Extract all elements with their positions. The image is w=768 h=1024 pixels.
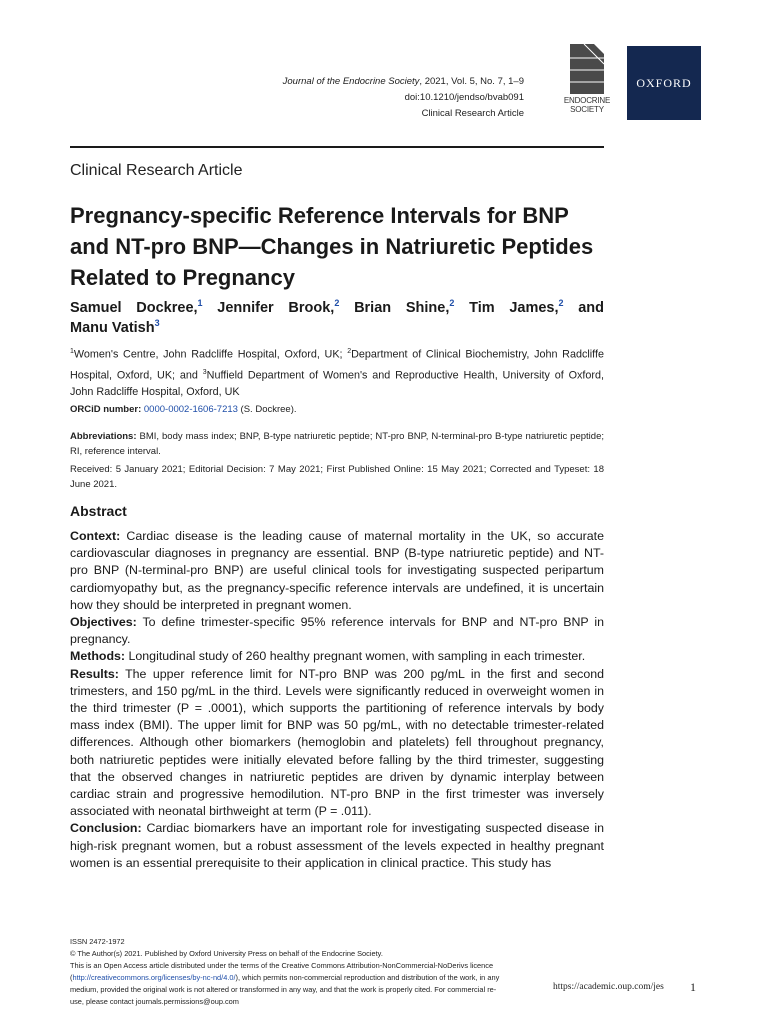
journal-name: Journal of the Endocrine Society (282, 76, 420, 87)
section-label: Clinical Research Article (421, 108, 524, 119)
doi[interactable]: doi:10.1210/jendso/bvab091 (404, 92, 524, 103)
abbreviations-label: Abbreviations: (70, 431, 137, 442)
abstract-context: Context: Cardiac disease is the leading cause of maternal mortality in the UK, so accurate cardiovascular diagnoses in pregnancy are essential. BNP (B-type natriuretic peptide) and NT-pro BNP (N-terminal-pro BNP) are useful clinical tools for investigating suspected peripartum cardiomyopathy but, as the pregnancy-specific reference intervals are undefined, it is uncertain how they should be interpreted in pregnant women. (70, 529, 604, 612)
journal-url[interactable]: https://academic.oup.com/jes (553, 982, 664, 992)
abstract-objectives: Objectives: To define trimester-specific 95% reference intervals for BNP and NT-pro BNP in pregnancy. (70, 615, 604, 647)
abstract-body (70, 528, 604, 872)
author-conjunction: and (578, 299, 605, 316)
article-type: Clinical Research Article (70, 162, 243, 179)
issn: ISSN 2472-1972 (70, 937, 125, 946)
received-dates: Received: 5 January 2021; Editorial Decision: 7 May 2021; First Published Online: 15 May 2021; Corrected and Typeset: 18 June 2021. (70, 464, 604, 490)
abstract-methods: Methods: Longitudinal study of 260 healthy pregnant women, with sampling in each trimester. (70, 649, 586, 664)
footer-license (70, 936, 510, 1008)
orcid-link[interactable]: 0000-0002-1606-7213 (143, 404, 238, 415)
author[interactable]: Manu Vatish$^3$ (70, 318, 160, 336)
endocrine-society-logo-icon (570, 44, 604, 94)
author[interactable]: Brian Shine,$^2$ (354, 298, 455, 316)
journal-details: , 2021, Vol. 5, No. 7, 1–9 (419, 76, 524, 87)
copyright: © The Author(s) 2021. Published by Oxford University Press on behalf of the Endocrine Society. (70, 949, 383, 958)
oxford-logo: OXFORD (627, 46, 701, 120)
license-text: This is an Open Access article distributed under the terms of the Creative Commons Attribution-NonCommercial-NoDerivs licence (http://creativecommons.org/licenses/by-nc-nd/4.0/), which permits non-commercial reproduction and distribution of the work, in any medium, provided the original work is not altered or transformed in any way, and that the work is properly cited. For commercial re-use, please contact journals.permissions@oup.com (70, 961, 500, 1006)
page-number: 1 (690, 980, 696, 994)
license-link[interactable]: http://creativecommons.org/licenses/by-nc-nd/4.0/ (72, 973, 236, 982)
article-title: Pregnancy-specific Reference Intervals for BNP and NT-pro BNP—Changes in Natriuretic Peptides Related to Pregnancy (70, 203, 594, 290)
orcid-line (70, 404, 297, 415)
author[interactable]: Samuel Dockree,$^1$ (70, 298, 203, 316)
affiliations: $^1$Women's Centre, John Radcliffe Hospital, Oxford, UK; $^2$Department of Clinical Biochemistry, John Radcliffe Hospital, Oxford, UK; and $^3$Nuffield Department of Women's and Reproductive Health, University of Oxford, John Radcliffe Hospital, Oxford, UK (70, 348, 604, 399)
author-list-line-2 (70, 313, 160, 338)
endocrine-society-logo (555, 44, 615, 120)
orcid-owner: (S. Dockree). (237, 404, 297, 415)
endocrine-society-logo-text: ENDOCRINE SOCIETY (563, 96, 611, 114)
author[interactable]: Tim James,$^2$ (469, 298, 564, 316)
abbreviations: Abbreviations: BMI, body mass index; BNP, B-type natriuretic peptide; NT-pro BNP, N-terminal-pro B-type natriuretic peptide; RI, reference interval. (70, 431, 604, 457)
abstract-results: Results: The upper reference limit for NT-pro BNP was 200 pg/mL in the first and second trimesters, and 150 pg/mL in the third. Levels were significantly reduced in overweight women in the third trimester (P = .0001), which supports the partitioning of reference intervals by body mass index (BMI). The upper limit for BNP was 50 pg/mL, with no detectable trimester-related differences. Although other biomarkers (hemoglobin and platelets) fell throughout pregnancy, both natriuretic peptides were initially elevated before falling by the third trimester, suggesting that the observed changes in natriuretic peptides are driven by dynamic interplay between cardiac strain and progressive hemodilution. NT-pro BNP in the first trimester was inversely associated with neonatal birthweight at term (P = .011). (70, 666, 604, 819)
author[interactable]: Jennifer Brook,$^2$ (217, 298, 340, 316)
orcid-label: ORCiD number: (70, 404, 142, 415)
journal-meta (283, 74, 524, 122)
header-divider (70, 146, 604, 148)
abstract-conclusion: Conclusion: Cardiac biomarkers have an important role for investigating suspected disease in high-risk pregnant women, but a robust assessment of the levels expected in healthy pregnant women is an essential prerequisite to their application in clinical practice. This study has (70, 821, 604, 870)
abstract-heading: Abstract (70, 503, 127, 519)
